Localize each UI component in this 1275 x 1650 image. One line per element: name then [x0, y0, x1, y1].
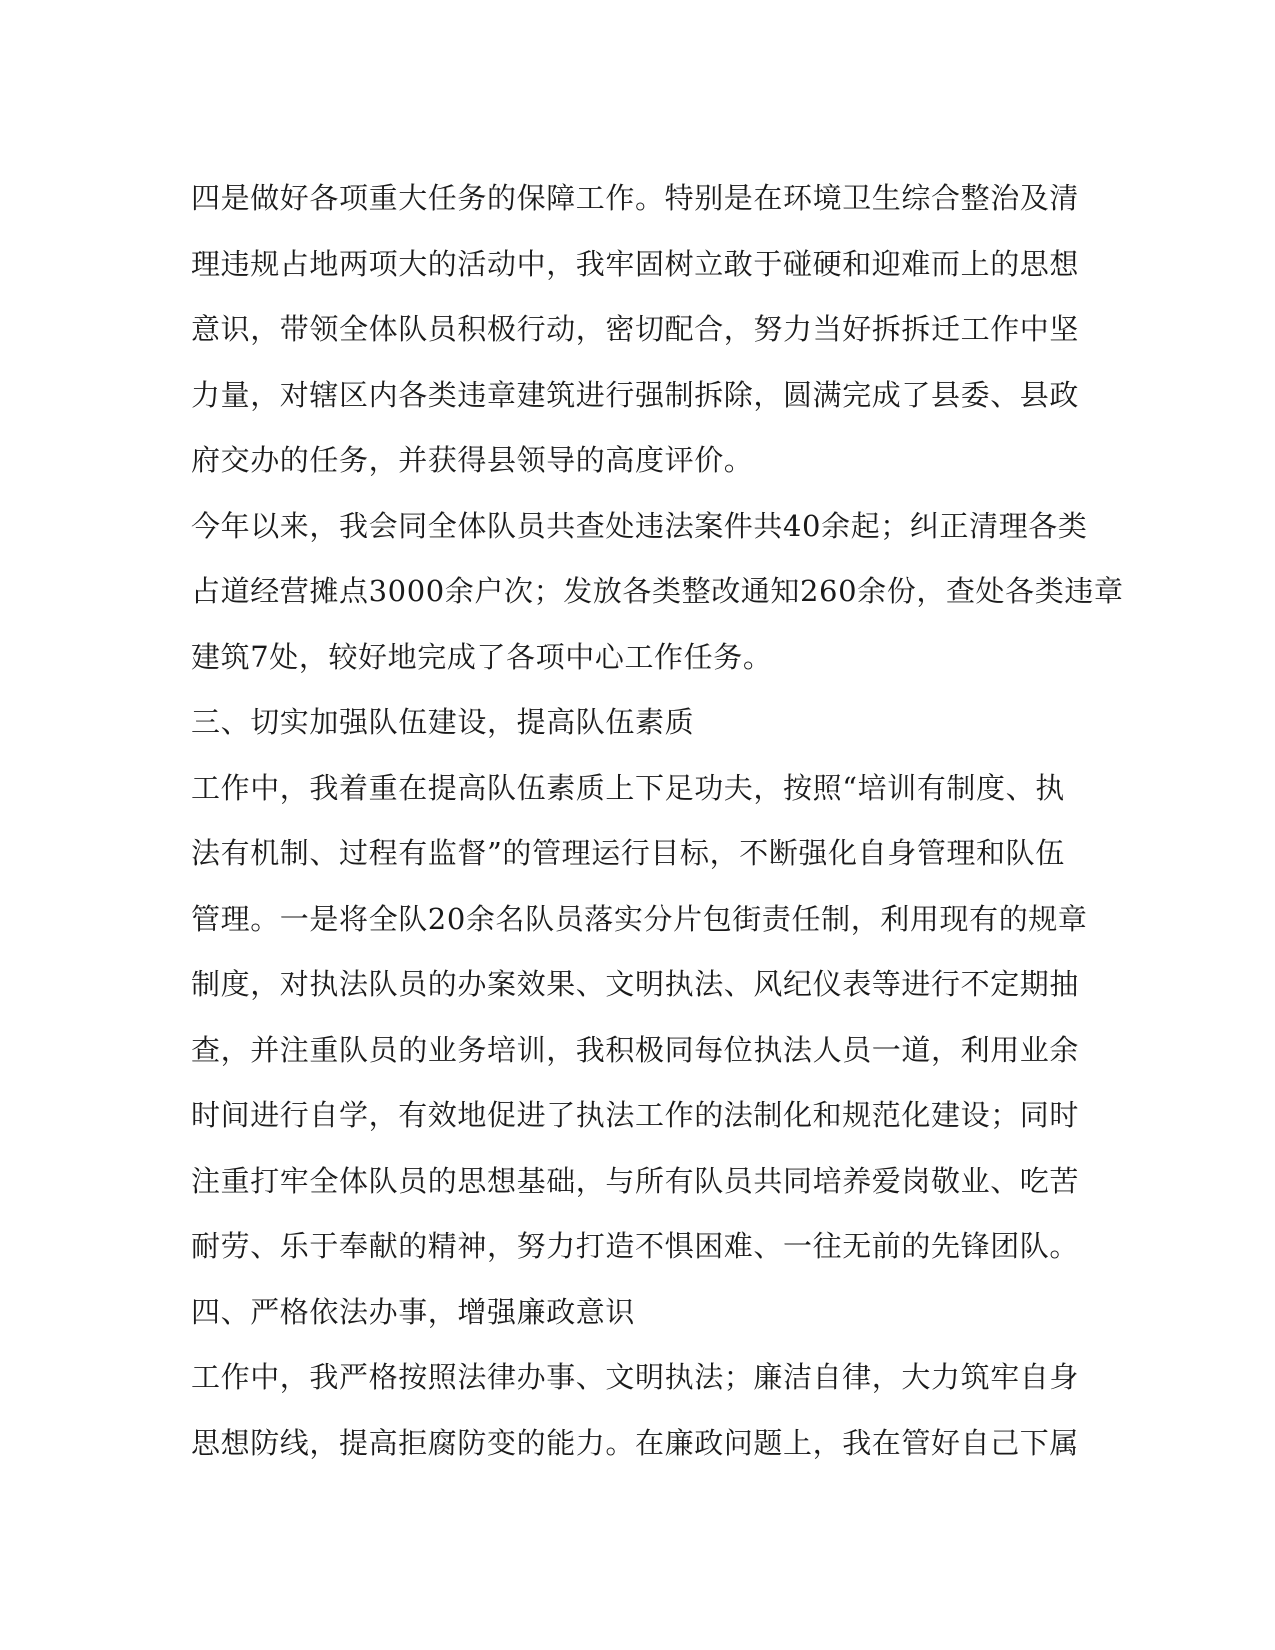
text-line: 制度，对执法队员的办案效果、文明执法、风纪仪表等进行不定期抽 — [191, 967, 1080, 1001]
text-line: 管理。一是将全队20余名队员落实分片包街责任制，利用现有的规章 — [191, 901, 1088, 936]
text-line: 耐劳、乐于奉献的精神，努力打造不惧困难、一往无前的先锋团队。 — [191, 1229, 1080, 1263]
text-line: 法有机制、过程有监督”的管理运行目标，不断强化自身管理和队伍 — [191, 836, 1065, 870]
document-body — [191, 166, 1124, 1476]
text-line: 工作中，我着重在提高队伍素质上下足功夫，按照“培训有制度、执 — [191, 770, 1065, 805]
text-line: 思想防线，提高拒腐防变的能力。在廉政问题上，我在管好自己下属 — [191, 1425, 1080, 1460]
text-line: 占道经营摊点3000余户次；发放各类整改通知260余份，查处各类违章 — [191, 574, 1124, 608]
text-line: 查，并注重队员的业务培训，我积极同每位执法人员一道，利用业余 — [191, 1032, 1080, 1067]
text-line: 意识，带领全体队员积极行动，密切配合，努力当好拆拆迁工作中坚 — [191, 312, 1080, 346]
section-heading: 四、严格依法办事，增强廉政意识 — [191, 1294, 636, 1329]
text-line: 建筑7处，较好地完成了各项中心工作任务。 — [191, 639, 773, 674]
text-line: 理违规占地两项大的活动中，我牢固树立敢于碰硬和迎难而上的思想 — [191, 246, 1080, 281]
text-line: 注重打牢全体队员的思想基础，与所有队员共同培养爱岗敬业、吃苦 — [191, 1163, 1080, 1198]
section-heading: 三、切实加强队伍建设，提高队伍素质 — [191, 705, 695, 739]
text-line: 今年以来，我会同全体队员共查处违法案件共40余起；纠正清理各类 — [191, 508, 1088, 543]
text-line: 力量，对辖区内各类违章建筑进行强制拆除，圆满完成了县委、县政 — [191, 377, 1080, 412]
text-line: 四是做好各项重大任务的保障工作。特别是在环境卫生综合整治及清 — [191, 181, 1080, 215]
text-line: 工作中，我严格按照法律办事、文明执法；廉洁自律，大力筑牢自身 — [191, 1360, 1080, 1394]
text-line: 府交办的任务，并获得县领导的高度评价。 — [191, 443, 754, 477]
text-line: 时间进行自学，有效地促进了执法工作的法制化和规范化建设；同时 — [191, 1098, 1080, 1132]
